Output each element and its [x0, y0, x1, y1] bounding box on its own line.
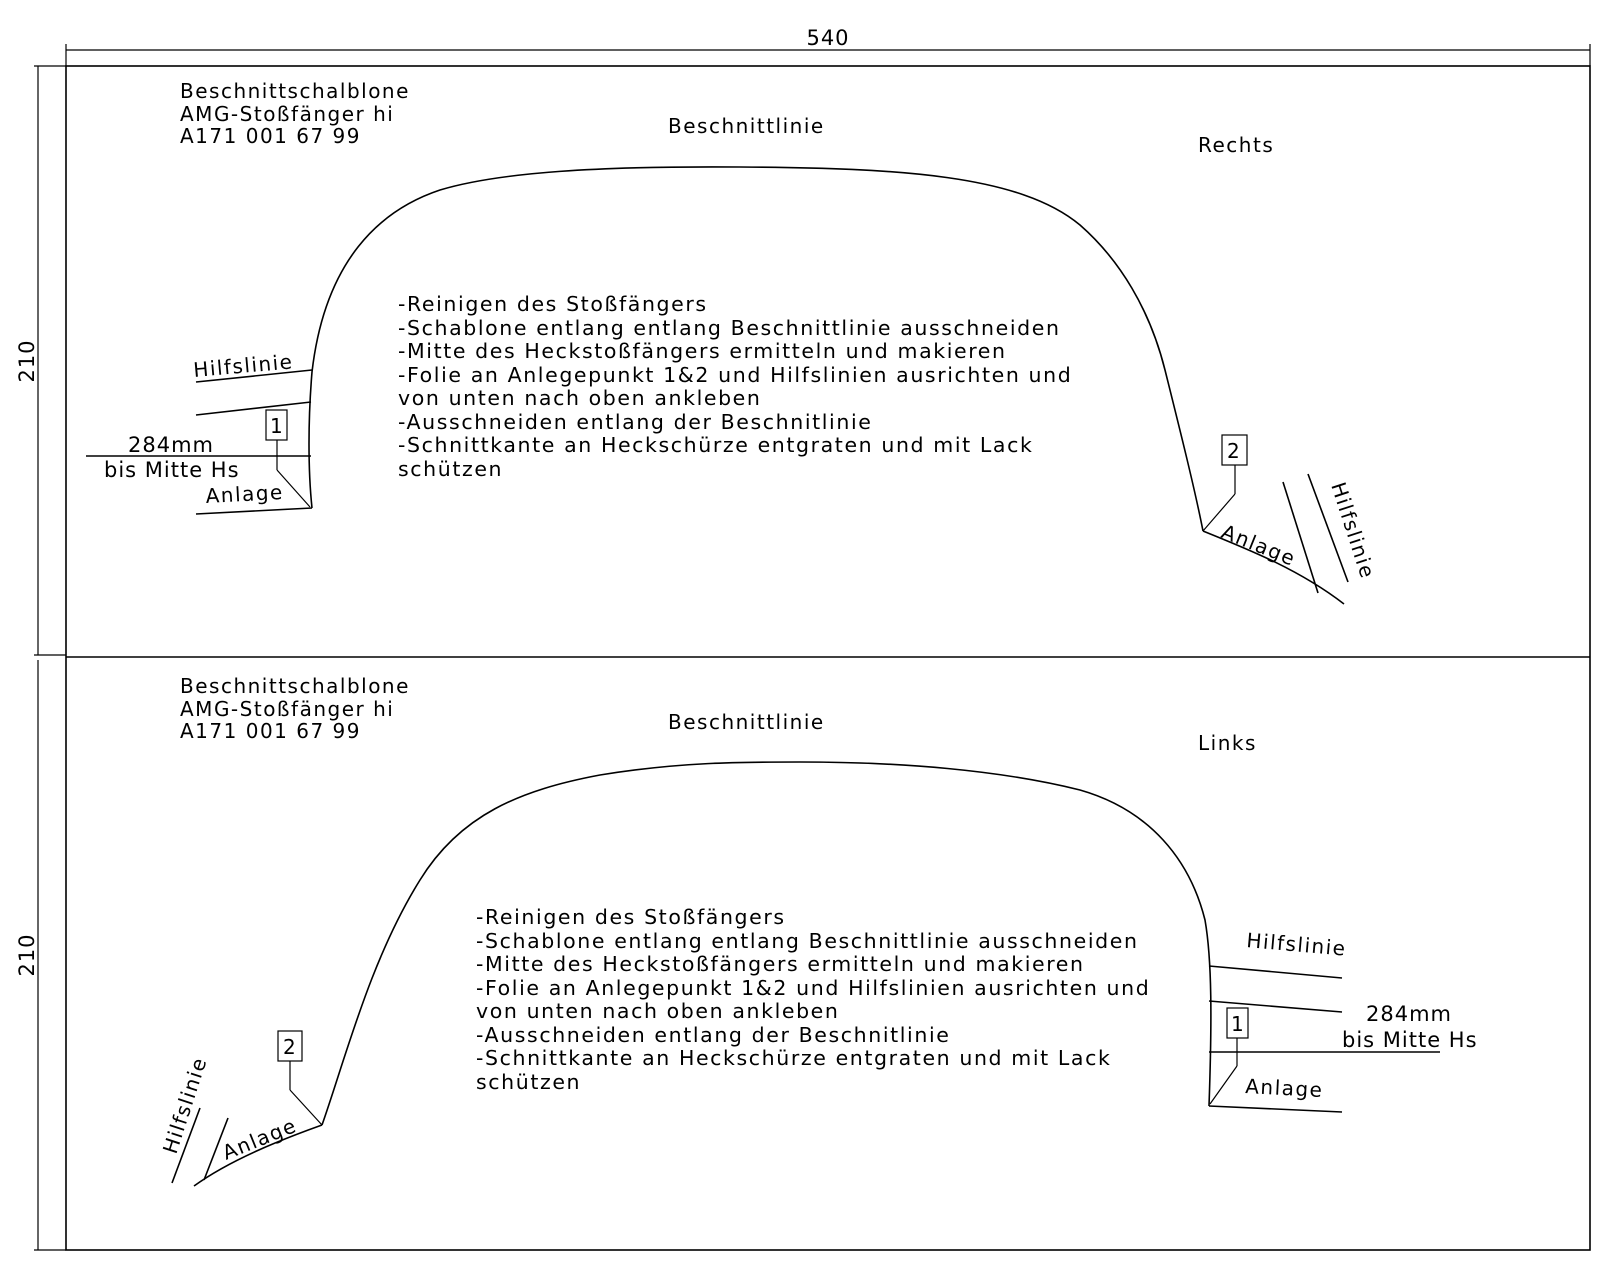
dimension-height-top: [15, 66, 66, 655]
point-marker-label: 1: [1231, 1012, 1246, 1036]
aux-line-label: Hilfslinie: [157, 1053, 212, 1157]
aux-line-label: Hilfslinie: [1245, 928, 1348, 961]
template-frame: [66, 66, 1590, 1250]
aux-line: [1209, 966, 1342, 978]
dimension-width: [66, 26, 1590, 66]
aux-line: [1283, 482, 1318, 593]
instruction-line: -Schnittkante an Heckschürze entgraten und mit Lack: [476, 1046, 1112, 1070]
aux-line: [196, 402, 311, 415]
anlage-label: Anlage: [205, 479, 285, 508]
point-leader: [1210, 1066, 1237, 1104]
distance-text: bis Mitte Hs: [1342, 1028, 1478, 1052]
template-right: [86, 79, 1380, 604]
instruction-line: -Reinigen des Stoßfängers: [476, 905, 786, 929]
title-line: Beschnittschalblone: [180, 79, 410, 103]
distance-value: 284mm: [128, 433, 214, 457]
anlage-line: [1209, 1106, 1342, 1112]
point-marker-label: 2: [283, 1035, 298, 1059]
dimension-height-bottom-label: 210: [15, 933, 39, 977]
title-line: AMG-Stoßfänger hi: [180, 102, 395, 126]
distance-value: 284mm: [1366, 1002, 1452, 1026]
anlage-line: [196, 508, 312, 514]
title-block: [180, 674, 410, 743]
template-left: [158, 674, 1478, 1186]
instruction-line: schützen: [476, 1070, 582, 1094]
point-leader: [290, 1090, 322, 1125]
cut-line-label: Beschnittlinie: [668, 710, 825, 734]
instruction-line: -Folie an Anlegepunkt 1&2 und Hilfslinien ausrichten und: [398, 363, 1073, 387]
aux-line: [1209, 1001, 1342, 1012]
point-marker-label: 1: [270, 414, 285, 438]
instruction-line: schützen: [398, 457, 504, 481]
aux-line-label: Hilfslinie: [192, 349, 295, 382]
dimension-width-label: 540: [806, 26, 850, 50]
side-label: Links: [1198, 731, 1257, 755]
instruction-line: -Ausschneiden entlang der Beschnitlinie: [398, 410, 873, 434]
dimension-height-bottom: [15, 660, 66, 1250]
aux-line-label: Hilfslinie: [1326, 479, 1381, 582]
instructions: [398, 292, 1072, 481]
side-label: Rechts: [1198, 133, 1275, 157]
instruction-line: -Mitte des Heckstoßfängers ermitteln und makieren: [398, 339, 1007, 363]
point-marker-label: 2: [1227, 439, 1242, 463]
instruction-line: -Ausschneiden entlang der Beschnitlinie: [476, 1023, 951, 1047]
anlage-label: Anlage: [1218, 519, 1300, 571]
distance-text: bis Mitte Hs: [104, 458, 240, 482]
instruction-line: -Schablone entlang entlang Beschnittlinie ausschneiden: [398, 316, 1061, 340]
title-line: AMG-Stoßfänger hi: [180, 697, 395, 721]
cut-line-label: Beschnittlinie: [668, 114, 825, 138]
instruction-line: von unten nach oben ankleben: [398, 386, 762, 410]
anlage-label: Anlage: [1244, 1074, 1325, 1103]
instruction-line: -Folie an Anlegepunkt 1&2 und Hilfslinien ausrichten und: [476, 976, 1151, 1000]
instruction-line: -Schnittkante an Heckschürze entgraten und mit Lack: [398, 433, 1034, 457]
anlage-label: Anlage: [218, 1113, 301, 1165]
title-block: [180, 79, 410, 148]
instruction-line: -Mitte des Heckstoßfängers ermitteln und makieren: [476, 952, 1085, 976]
title-line: A171 001 67 99: [180, 124, 361, 148]
title-line: A171 001 67 99: [180, 719, 361, 743]
instruction-line: -Reinigen des Stoßfängers: [398, 292, 708, 316]
instructions: [476, 905, 1150, 1094]
instruction-line: von unten nach oben ankleben: [476, 999, 840, 1023]
dimension-height-top-label: 210: [15, 339, 39, 383]
instruction-line: -Schablone entlang entlang Beschnittlinie ausschneiden: [476, 929, 1139, 953]
title-line: Beschnittschalblone: [180, 674, 410, 698]
